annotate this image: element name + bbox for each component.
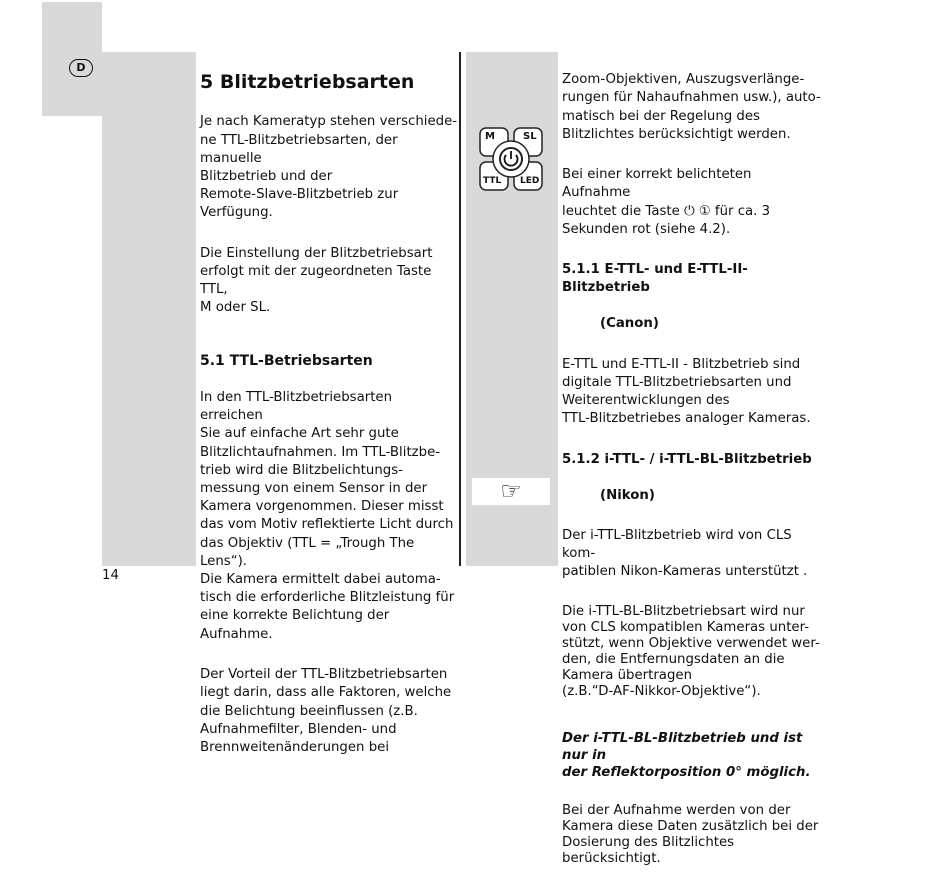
page-title: 5 Blitzbetriebsarten [200, 71, 415, 94]
subsection-brand-nikon: (Nikon) [600, 487, 655, 503]
section-paragraph-2: Der Vorteil der TTL-Blitzbetriebsarten liegt darin, dass alle Faktoren, welche die Belichtung beeinflussen (z.B. Aufnahmefilter, Blenden- und Brennweitenänderungen bei [200, 667, 452, 755]
subsection-title-canon: 5.1.1 E-TTL- und E-TTL-II-Blitzbetrieb [562, 262, 748, 296]
header-tab-background [42, 2, 102, 116]
subsection-brand-canon: (Canon) [600, 316, 659, 332]
left-column [200, 53, 458, 779]
subsection-title-nikon: 5.1.2 i-TTL- / i-TTL-BL-Blitzbetrieb [562, 451, 812, 467]
right-column [562, 53, 822, 889]
button-panel-illustration [478, 126, 544, 192]
intro-paragraph-1: Je nach Kameratyp stehen verschiede- ne TTL-Blitzbetriebsarten, der manuelle Blitzbetrieb und der Remote-Slave-Blitzbetrieb zur Verfügung. [200, 114, 458, 221]
column-divider [459, 52, 461, 566]
continued-paragraph: Zoom-Objektiven, Auszugsverlänge- rungen für Nahaufnahmen usw.), auto- matisch bei der Regelung des Blitzlichtes berücksichtigt werden. [562, 72, 821, 142]
button-label-ttl: TTL [483, 176, 502, 186]
led-paragraph: Bei einer korrekt belichteten Aufnahme leuchtet die Taste ⏻ ① für ca. 3 Sekunden rot (siehe 4.2). [562, 167, 771, 237]
section-title: 5.1 TTL-Betriebsarten [200, 352, 373, 369]
section-paragraph-1: In den TTL-Blitzbetriebsarten erreichen Sie auf einfache Art sehr gute Blitzlichtaufnahmen. Im TTL-Blitzbe- trieb wird die Blitzbelichtungs- messung von einem Sensor in der Kamera vorgenommen. Dieser misst das vom Motiv reflektierte Licht durch das Objektiv (TTL = „Trough The Lens“). Die Kamera ermittelt dabei automa- tisch die erforderliche Blitzleistung für eine korrekte Belichtung der Aufnahme. [200, 390, 455, 642]
intro-paragraph-2: Die Einstellung der Blitzbetriebsart erfolgt mit der zugeordneten Taste TTL, M oder SL. [200, 245, 433, 316]
note-box [472, 478, 550, 505]
nikon-paragraph-2: Die i-TTL-BL-Blitzbetriebsart wird nur von CLS kompatiblen Kameras unter- stützt, wenn Objektive verwendet wer- den, die Entfernungsdaten an die Kamera übertragen (z.B.“D-AF-Nikkor-Objektive“). [562, 603, 820, 699]
page-number: 14 [102, 568, 119, 583]
button-label-m: M [485, 131, 495, 142]
note-text: Der i-TTL-BL-Blitzbetrieb und ist nur in der Reflektorposition 0° möglich. [562, 731, 811, 781]
button-label-sl: SL [523, 131, 537, 142]
final-paragraph: Bei der Aufnahme werden von der Kamera diese Daten zusätzlich bei der Dosierung des Blitzlichtes berücksichtigt. [562, 803, 819, 867]
left-margin-band [102, 52, 196, 566]
canon-paragraph: E-TTL und E-TTL-II - Blitzbetrieb sind digitale TTL-Blitzbetriebsarten und Weiterentwicklungen des TTL-Blitzbetriebes analoger Kameras. [562, 356, 811, 427]
language-badge: D [69, 59, 93, 77]
button-label-led: LED [520, 176, 540, 186]
nikon-paragraph-1: Der i-TTL-Blitzbetrieb wird von CLS kom- patiblen Nikon-Kameras unterstützt . [562, 528, 808, 580]
pointing-hand-icon: ☞ [500, 477, 522, 505]
